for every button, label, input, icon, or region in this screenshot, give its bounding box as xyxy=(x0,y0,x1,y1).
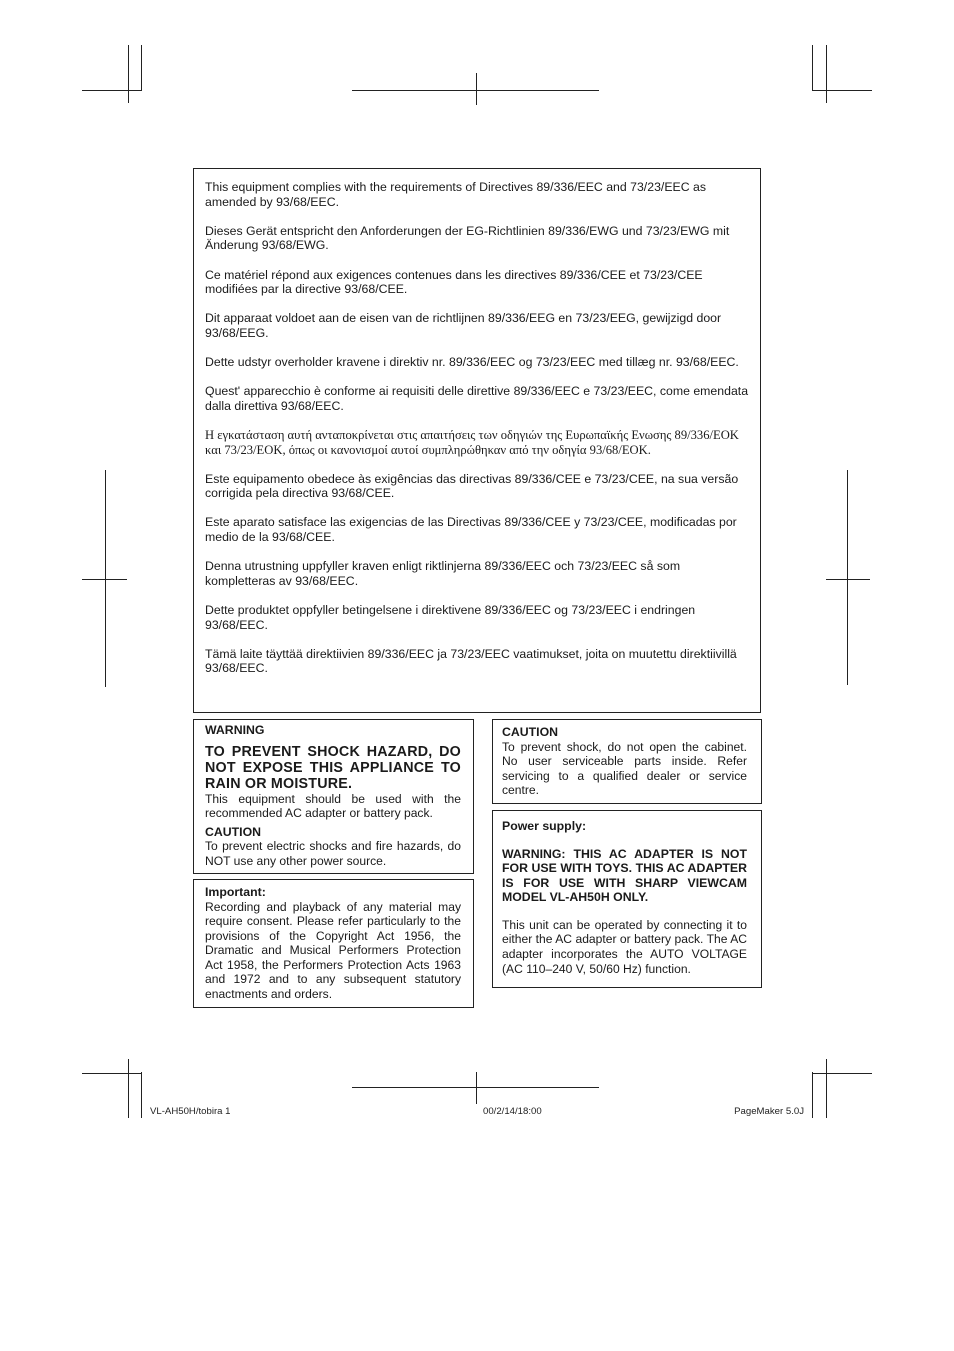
compliance-norwegian: Dette produktet oppfyller betingelsene i direktivene 89/336/EEC og 73/23/EEC i endringen 93/68/EEC. xyxy=(205,603,696,632)
warning-label: WARNING xyxy=(205,723,265,737)
registration-mark xyxy=(847,470,848,685)
shock-hazard-warning: TO PREVENT SHOCK HAZARD, DO NOT EXPOSE THIS APPLIANCE TO RAIN OR MOISTURE. xyxy=(205,743,461,792)
crop-mark xyxy=(128,45,129,103)
compliance-dutch: Dit apparaat voldoet aan de eisen van de richtlijnen 89/336/EEG en 73/23/EEG, gewijzigd door 93/68/EEG. xyxy=(205,311,722,340)
caution-box xyxy=(492,719,762,804)
crop-mark xyxy=(826,45,827,103)
registration-mark xyxy=(105,470,106,687)
caution-body: To prevent electric shocks and fire hazards, do NOT use any other power source. xyxy=(205,839,461,868)
ac-adapter-warning: WARNING: THIS AC ADAPTER IS NOT FOR USE WITH TOYS. THIS AC ADAPTER IS FOR USE WITH SHARP VIEWCAM MODEL VL-AH50H ONLY. xyxy=(502,846,747,905)
crop-mark xyxy=(812,1072,813,1118)
important-box xyxy=(193,879,474,1008)
crop-mark xyxy=(82,90,142,91)
compliance-portuguese: Este equipamento obedece às exigências das directivas 89/336/CEE e 73/23/CEE, na sua versão corrigida pela directiva 93/68/CEE. xyxy=(205,471,739,501)
important-label: Important: xyxy=(205,885,266,899)
important-body: Recording and playback of any material may require consent. Please refer particularly to the provisions of the Copyright Act 1956, the Dramatic and Musical Performers Protection Act 1958, the Performers Protection Acts 1963 and 1972 and to any subsequent statutory enactments and orders. xyxy=(205,899,461,1002)
crop-mark xyxy=(141,1072,142,1118)
compliance-french: Ce matériel répond aux exigences contenues dans les directives 89/336/CEE et 73/23/CEE modifiées par la directive 93/68/CEE. xyxy=(205,267,703,297)
compliance-greek: Η εγκατάσταση αυτή ανταποκρίνεται στις απαιτήσεις των οδηγιών της Ευρωπαϊκής Ενωσης 89/336/ΕΟΚ και 73/23/ΕΟΚ, όπως οι κανονισμοί αυτοί συμπληρώθηκαν από την οδηγία 93/68/ΕΟΚ. xyxy=(205,428,739,458)
crop-mark xyxy=(812,90,872,91)
power-supply-label: Power supply: xyxy=(502,819,587,833)
crop-mark xyxy=(826,1059,827,1118)
crop-mark xyxy=(82,1073,142,1074)
crop-mark xyxy=(812,1073,872,1074)
registration-mark xyxy=(476,73,477,105)
footer-filename: VL-AH50H/tobira 1 xyxy=(150,1106,231,1117)
warning-box xyxy=(193,719,474,874)
footer-application: PageMaker 5.0J xyxy=(734,1106,804,1117)
caution-label: CAUTION xyxy=(205,824,262,839)
compliance-danish: Dette udstyr overholder kravene i direktiv nr. 89/336/EEC og 73/23/EEC med tillæg nr. 93/68/EEC. xyxy=(205,355,739,370)
compliance-spanish: Este aparato satisface las exigencias de las Directivas 89/336/CEE y 73/23/CEE, modificadas por medio de la 93/68/CEE. xyxy=(205,515,737,545)
registration-mark xyxy=(476,1072,477,1104)
crop-mark xyxy=(812,45,813,91)
compliance-german: Dieses Gerät entspricht den Anforderungen der EG-Richtlinien 89/336/EWG und 73/23/EWG mit Änderung 93/68/EWG. xyxy=(205,223,730,253)
compliance-english: This equipment complies with the requirements of Directives 89/336/EEC and 73/23/EEC as amended by 93/68/EEC. xyxy=(205,180,707,209)
power-supply-body: This unit can be operated by connecting it to either the AC adapter or battery pack. The AC adapter incorporates the AUTO VOLTAGE (AC 110–240 V, 50/60 Hz) function. xyxy=(502,917,747,976)
caution-body: To prevent shock, do not open the cabinet. No user serviceable parts inside. Refer servicing to a qualified dealer or service centre. xyxy=(502,739,747,798)
crop-mark xyxy=(128,1059,129,1118)
footer-timestamp: 00/2/14/18:00 xyxy=(483,1106,542,1117)
warning-body: This equipment should be used with the recommended AC adapter or battery pack. xyxy=(205,791,461,821)
compliance-statements xyxy=(193,168,761,713)
power-supply-box xyxy=(492,810,762,988)
compliance-finnish: Tämä laite täyttää direktiivien 89/336/EEC ja 73/23/EEC vaatimukset, joita on muutettu direktiivillä 93/68/EEC. xyxy=(205,646,737,676)
registration-mark xyxy=(826,579,870,580)
caution-label: CAUTION xyxy=(502,725,559,739)
crop-mark xyxy=(141,45,142,91)
compliance-swedish: Denna utrustning uppfyller kraven enligt riktlinjerna 89/336/EEC och 73/23/EEC så som kompletteras av 93/68/EEC. xyxy=(205,559,681,588)
compliance-italian: Quest' apparecchio è conforme ai requisiti delle direttive 89/336/EEC e 73/23/EEC, come emendata dalla direttiva 93/68/EEC. xyxy=(205,384,749,413)
